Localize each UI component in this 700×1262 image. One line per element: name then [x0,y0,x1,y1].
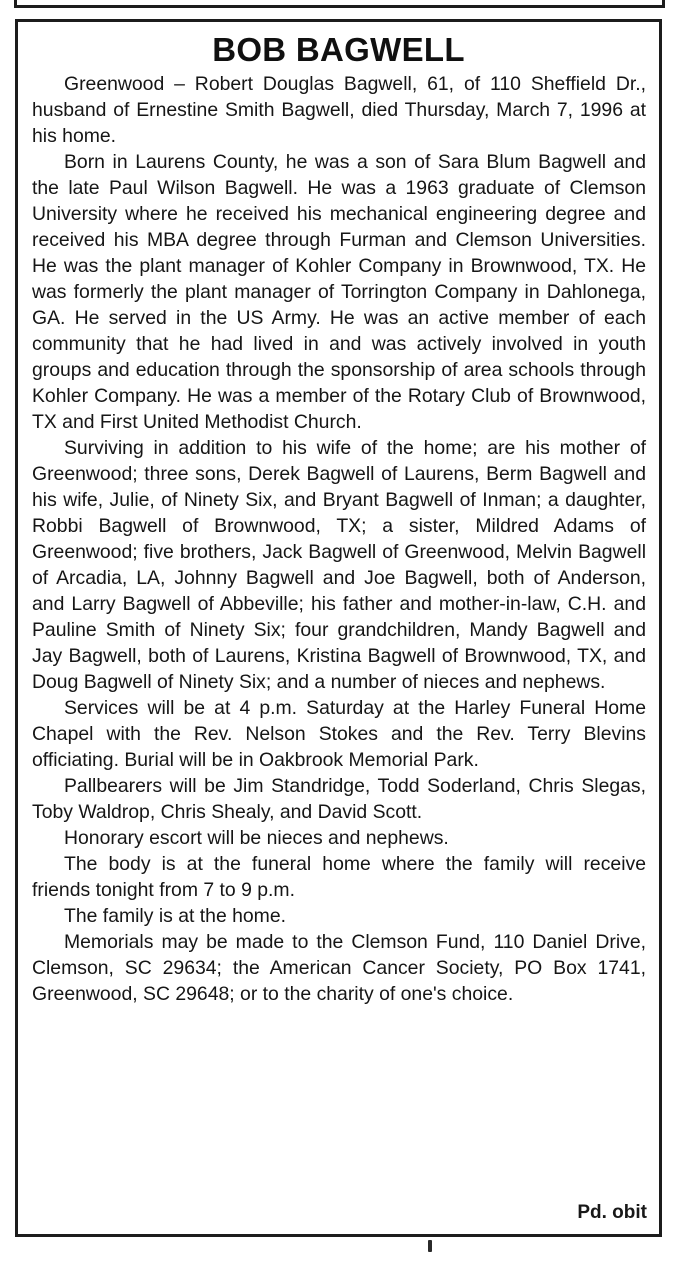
paragraph-survivors: Surviving in addition to his wife of the home; are his mother of Greenwood; three sons, Derek Bagwell of Laurens, Berm Bagwell and his wife, Julie, of Ninety Six, and Bryant Bagwell of Inman; a daughter, Robbi Bagwell of Brownwood, TX; a sister, Mildred Adams of Greenwood; five brothers, Jack Bagwell of Greenwood, Melvin Bagwell of Arcadia, LA, Johnny Bagwell and Joe Bagwell, both of Anderson, and Larry Bagwell of Abbeville; his father and mother-in-law, C.H. and Pauline Smith of Ninety Six; four grandchildren, Mandy Bagwell and Jay Bagwell, both of Laurens, Kristina Bagwell of Brownwood, TX, and Doug Bagwell of Ninety Six; and a number of nieces and nephews. [32,437,646,693]
paid-obituary-mark: Pd. obit [577,1202,647,1223]
paragraph-honorary-escort: Honorary escort will be nieces and nephews. [64,827,449,849]
print-smudge [428,1240,432,1252]
paragraph-visitation: The body is at the funeral home where the family will receive friends tonight from 7 to 9 p.m. [32,853,646,901]
paragraph-pallbearers: Pallbearers will be Jim Standridge, Todd Soderland, Chris Slegas, Toby Waldrop, Chris Shealy, and David Scott. [32,775,646,823]
obituary-headline: BOB BAGWELL [212,31,465,68]
paragraph-family-location: The family is at the home. [64,905,287,927]
paragraph-services: Services will be at 4 p.m. Saturday at the Harley Funeral Home Chapel with the Rev. Nelson Stokes and the Rev. Terry Blevins officiating. Burial will be in Oakbrook Memorial Park. [32,697,646,771]
obituary-clipping [15,19,662,1237]
paragraph-biography: Born in Laurens County, he was a son of Sara Blum Bagwell and the late Paul Wilson Bagwell. He was a 1963 graduate of Clemson University where he received his mechanical engineering degree and received his MBA degree through Furman and Clemson Universities. He was the plant manager of Kohler Company in Brownwood, TX. He was formerly the plant manager of Torrington Company in Dahlonega, GA. He served in the US Army. He was an active member of each community that he had lived in and was actively involved in youth groups and education through the sponsorship of area schools through Kohler Company. He was a member of the Rotary Club of Brownwood, TX and First United Methodist Church. [32,151,646,433]
paragraph-memorials: Memorials may be made to the Clemson Fund, 110 Daniel Drive, Clemson, SC 29634; the American Cancer Society, PO Box 1741, Greenwood, SC 29648; or to the charity of one's choice. [32,931,646,1005]
obituary-body [32,71,646,1007]
previous-clipping-border [14,0,665,8]
paragraph-death-notice: Greenwood – Robert Douglas Bagwell, 61, of 110 Sheffield Dr., husband of Ernestine Smith Bagwell, died Thursday, March 7, 1996 at his home. [32,73,646,147]
